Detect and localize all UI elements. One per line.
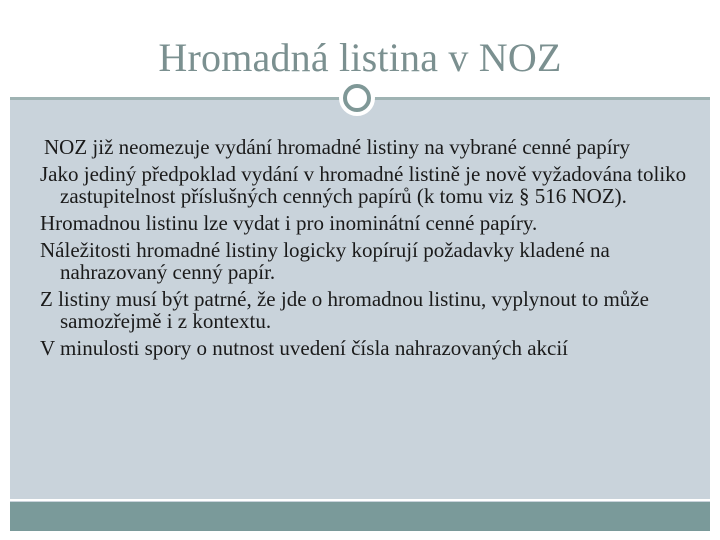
slide	[10, 8, 710, 531]
bullet-item: Náležitosti hromadné listiny logicky kopírují požadavky kladené na nahrazovaný cenný papír.	[40, 238, 610, 284]
slide-title: Hromadná listina v NOZ	[158, 35, 562, 80]
content-area	[10, 100, 710, 510]
bullet-item: Z listiny musí být patrné, že jde o hromadnou listinu, vyplynout to může samozřejmě i z kontextu.	[40, 287, 649, 333]
footer-bar	[10, 502, 710, 531]
bullet-item: Jako jediný předpoklad vydání v hromadné listině je nově vyžadována toliko zastupitelnost příslušných cenných papírů (k tomu viz § 516 NOZ).	[40, 162, 687, 208]
bullet-list	[40, 136, 690, 364]
footer-divider	[10, 499, 710, 501]
bullet-item: NOZ již neomezuje vydání hromadné listiny na vybrané cenné papíry	[44, 135, 631, 159]
bullet-item: Hromadnou listinu lze vydat i pro inominátní cenné papíry.	[40, 211, 538, 235]
bullet-item: V minulosti spory o nutnost uvedení čísla nahrazovaných akcií	[40, 336, 569, 360]
